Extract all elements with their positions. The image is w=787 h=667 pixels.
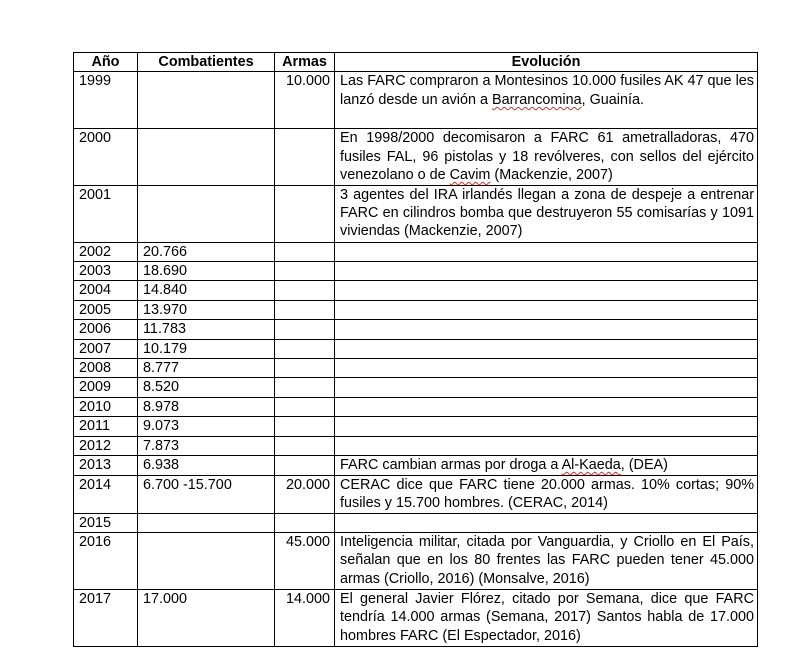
cell-evolution (335, 456, 758, 475)
table-row (74, 513, 758, 532)
table-row (74, 436, 758, 455)
evolution-text: Las FARC compraron a Montesinos 10.000 fusiles AK 47 que les lanzó desde un avión a (340, 73, 754, 108)
cell-year: 2010 (74, 397, 138, 416)
cell-evolution (335, 475, 758, 513)
table-row (74, 242, 758, 261)
cell-weapons (275, 129, 335, 185)
cell-combatants (138, 513, 275, 532)
cell-year: 1999 (74, 72, 138, 129)
cell-evolution (335, 281, 758, 300)
cell-year: 2001 (74, 185, 138, 242)
cell-weapons (275, 262, 335, 281)
header-row (74, 53, 758, 72)
table-row (74, 417, 758, 436)
cell-year: 2011 (74, 417, 138, 436)
cell-combatants: 8.520 (138, 378, 275, 397)
header-combatants: Combatientes (138, 53, 275, 72)
cell-combatants: 8.978 (138, 397, 275, 416)
header-weapons: Armas (275, 53, 335, 72)
table-row (74, 281, 758, 300)
table-row (74, 72, 758, 129)
cell-weapons: 10.000 (275, 72, 335, 129)
evolution-text: En 1998/2000 decomisaron a FARC 61 ametralladoras, 470 fusiles FAL, 96 pistolas y 18 revólveres, con sellos del ejército venezolano o de (340, 130, 754, 184)
evolution-text-end: (Mackenzie, 2007) (490, 167, 613, 184)
evolution-text: El general Javier Flórez, citado por Semana, dice que FARC tendría 14.000 armas (Semana, 2017) Santos habla de 17.000 hombres FARC (El Espectador, 2016) (340, 590, 754, 644)
header-year: Año (74, 53, 138, 72)
cell-combatants: 13.970 (138, 300, 275, 319)
table-row (74, 339, 758, 358)
cell-year: 2004 (74, 281, 138, 300)
cell-weapons (275, 513, 335, 532)
table-row (74, 532, 758, 589)
table-row (74, 185, 758, 242)
table-row (74, 589, 758, 646)
cell-combatants: 6.938 (138, 456, 275, 475)
cell-combatants: 11.783 (138, 320, 275, 339)
cell-combatants: 17.000 (138, 589, 275, 646)
cell-combatants (138, 185, 275, 242)
cell-weapons (275, 397, 335, 416)
cell-combatants: 7.873 (138, 436, 275, 455)
cell-evolution (335, 532, 758, 589)
cell-combatants (138, 532, 275, 589)
spellcheck-word: Barrancomina (492, 91, 582, 108)
cell-combatants: 9.073 (138, 417, 275, 436)
cell-year: 2014 (74, 475, 138, 513)
cell-evolution (335, 436, 758, 455)
evolution-text: CERAC dice que FARC tiene 20.000 armas. 10% cortas; 90% fusiles y 15.700 hombres. (CERAC, 2014) (340, 476, 754, 511)
cell-year: 2003 (74, 262, 138, 281)
cell-weapons (275, 300, 335, 319)
table-row (74, 397, 758, 416)
cell-evolution (335, 378, 758, 397)
table-row (74, 359, 758, 378)
cell-weapons: 45.000 (275, 532, 335, 589)
cell-evolution (335, 72, 758, 129)
cell-evolution (335, 417, 758, 436)
cell-weapons (275, 281, 335, 300)
cell-weapons (275, 417, 335, 436)
cell-year: 2005 (74, 300, 138, 319)
cell-weapons (275, 242, 335, 261)
cell-year: 2000 (74, 129, 138, 185)
table-row (74, 262, 758, 281)
cell-evolution (335, 320, 758, 339)
cell-combatants (138, 129, 275, 185)
cell-weapons: 20.000 (275, 475, 335, 513)
cell-evolution (335, 339, 758, 358)
cell-year: 2006 (74, 320, 138, 339)
cell-evolution (335, 262, 758, 281)
cell-combatants: 6.700 -15.700 (138, 475, 275, 513)
cell-combatants: 8.777 (138, 359, 275, 378)
cell-year: 2009 (74, 378, 138, 397)
cell-year: 2013 (74, 456, 138, 475)
cell-year: 2016 (74, 532, 138, 589)
cell-evolution (335, 397, 758, 416)
farc-evolution-table (73, 52, 758, 647)
cell-evolution (335, 589, 758, 646)
cell-combatants (138, 72, 275, 129)
cell-weapons (275, 378, 335, 397)
cell-weapons (275, 320, 335, 339)
cell-year: 2007 (74, 339, 138, 358)
cell-evolution (335, 185, 758, 242)
spellcheck-word: Al-Kaeda (561, 457, 621, 474)
cell-year: 2017 (74, 589, 138, 646)
cell-weapons (275, 339, 335, 358)
evolution-text-end: , (DEA) (620, 457, 668, 474)
cell-combatants: 10.179 (138, 339, 275, 358)
table-row (74, 378, 758, 397)
spellcheck-word: Cavim (449, 167, 491, 184)
evolution-text-end: , Guainía. (581, 91, 645, 108)
cell-evolution (335, 300, 758, 319)
cell-weapons (275, 359, 335, 378)
cell-combatants: 14.840 (138, 281, 275, 300)
cell-weapons (275, 436, 335, 455)
cell-weapons (275, 456, 335, 475)
evolution-text: FARC cambian armas por droga a (340, 457, 562, 474)
cell-year: 2002 (74, 242, 138, 261)
table-row (74, 456, 758, 475)
cell-combatants: 20.766 (138, 242, 275, 261)
table-row (74, 129, 758, 185)
cell-year: 2008 (74, 359, 138, 378)
cell-year: 2015 (74, 513, 138, 532)
cell-year: 2012 (74, 436, 138, 455)
table-row (74, 300, 758, 319)
cell-evolution (335, 129, 758, 185)
table-row (74, 475, 758, 513)
cell-evolution (335, 513, 758, 532)
cell-evolution (335, 359, 758, 378)
evolution-text: Inteligencia militar, citada por Vanguardia, y Criollo en El País, señalan que en los 80 frentes las FARC pueden tener 45.000 armas (Criollo, 2016) (Monsalve, 2016) (340, 533, 754, 587)
evolution-text: 3 agentes del IRA irlandés llegan a zona de despeje a entrenar FARC en cilindros bomba que destruyeron 55 comisarías y 1091 viviendas (Mackenzie, 2007) (340, 186, 754, 240)
header-evolution: Evolución (335, 53, 758, 72)
cell-combatants: 18.690 (138, 262, 275, 281)
cell-weapons: 14.000 (275, 589, 335, 646)
table-row (74, 320, 758, 339)
cell-evolution (335, 242, 758, 261)
cell-weapons (275, 185, 335, 242)
